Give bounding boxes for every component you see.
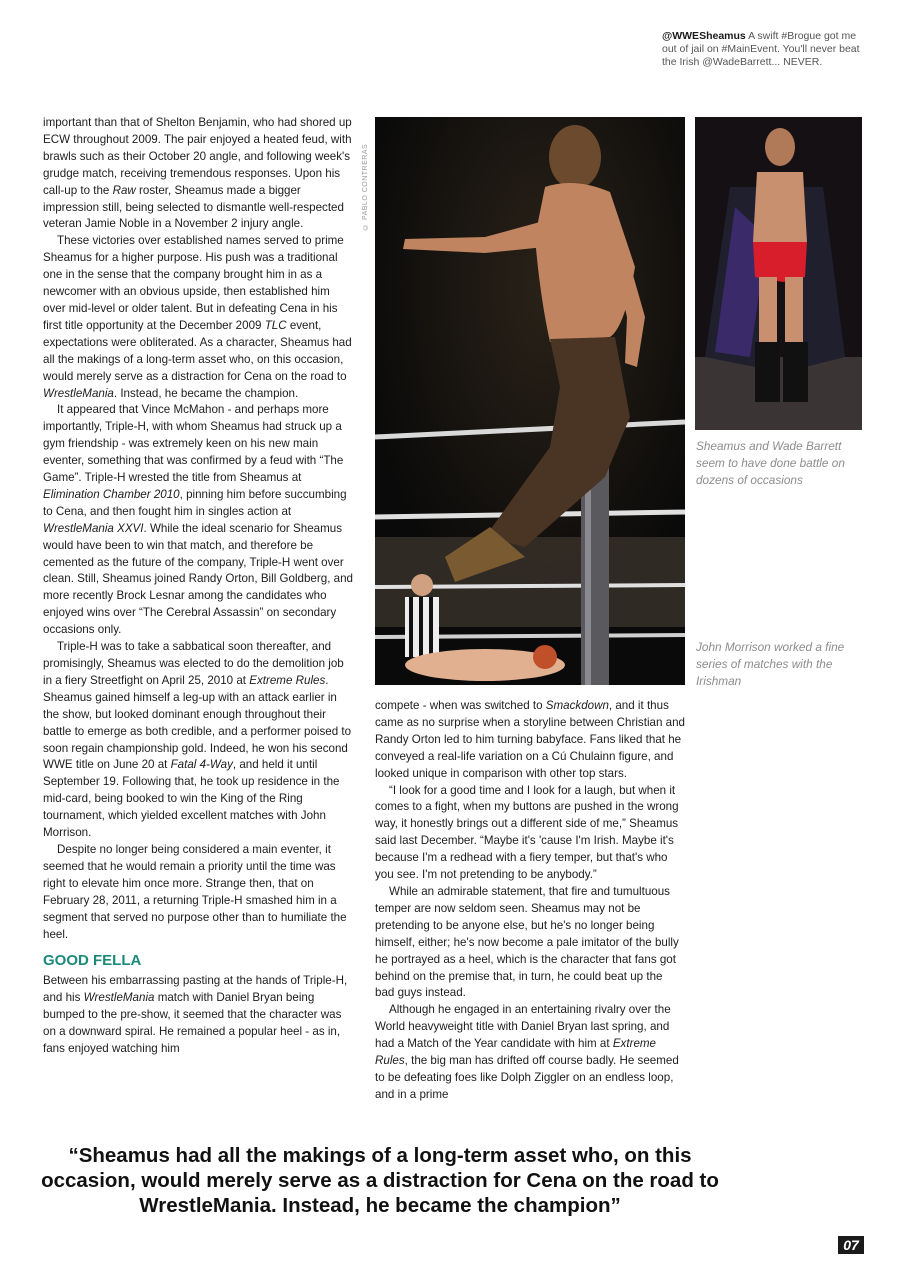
left-paragraph-1: important than that of Shelton Benjamin, who had shored up ECW throughout 2009. The pair enjoyed a heated feud, with brawls such as their October 20 angle, and following week's grudge match, receiving tremendous responses. Upon his call-up to the Raw roster, Sheamus made a bigger impression still, being selected to dismantle well-respected veteran Jamie Noble in a November 2 injury angle. xyxy=(43,116,352,231)
section-heading: GOOD FELLA xyxy=(43,952,142,970)
pull-quote: “Sheamus had all the makings of a long-term asset who, on this occasion, would merely serve as a distraction for Cena on the road to WrestleMania. Instead, he became the champion” xyxy=(41,1144,719,1217)
middle-paragraph-1: compete - when was switched to Smackdown, and it thus came as no surprise when a storyline between Christian and Randy Orton led to him turning babyface. Fans liked that he conveyed a real-life variation on a Cú Chulainn figure, and looked unique in comparison with other top stars. xyxy=(375,699,685,780)
left-paragraph-4: Triple-H was to take a sabbatical soon thereafter, and promisingly, Sheamus was elected to do the demolition job in a fiery Streetfight on April 25, 2010 at Extreme Rules. Sheamus gained himself a leg-up with an attack earlier in the show, but looked dominant enough throughout their battle to emerge as both credible, and a performer poised to soon regain championship gold. Indeed, he won his second WWE title on June 20 at Fatal 4-Way, and held it until September 19. Following that, he took up residence in the mid-card, being booked to win the King of the Ring tournament, which yielded excellent matches with John Morrison. xyxy=(43,640,352,840)
tweet-handle: @WWESheamus xyxy=(662,30,746,42)
left-paragraph-6: Between his embarrassing pasting at the hands of Triple-H, and his WrestleMania match with Daniel Bryan being bumped to the pre-show, it seemed that the character was on a downward spiral. He remained a popular heel - as in, fans enjoyed watching him xyxy=(43,974,348,1056)
middle-paragraph-4: Although he engaged in an entertaining rivalry over the World heavyweight title with Daniel Bryan last spring, and had a Match of the Year candidate with him at Extreme Rules, the big man has drifted off course badly. He seemed to be defeating foes like Dolph Ziggler on an endless loop, and in a prime xyxy=(375,1003,679,1101)
left-paragraph-3: It appeared that Vince McMahon - and perhaps more importantly, Triple-H, with whom Sheamus had struck up a gym friendship - was extremely keen on his new main eventer, something that was confirmed by a feud with “The Game”. Triple-H wrested the title from Sheamus at Elimination Chamber 2010, pinning him before succumbing to Cena, and then fought him in singles action at WrestleMania XXVI. While the ideal scenario for Sheamus would have been to win that match, and therefore be cemented as the future of the company, Triple-H went over clean. Still, Sheamus joined Randy Orton, Bill Goldberg, and more recently Brock Lesnar among the candidates who enjoyed wins over “The Cerebral Assassin” on secondary occasions only. xyxy=(43,403,353,637)
caption-morrison: John Morrison worked a fine series of matches with the Irishman xyxy=(696,640,845,688)
photo-barrett-illustration xyxy=(695,117,862,430)
caption-barrett: Sheamus and Wade Barrett seem to have done battle on dozens of occasions xyxy=(696,439,845,487)
middle-column xyxy=(375,698,685,1104)
middle-paragraph-3: While an admirable statement, that fire and tumultuous temper are now seldom seen. Sheamus may not be pretending to be anyone else, but he's no longer being himself, either; he's now become a pale imitator of the bully he portrayed as a heel, which is the character that fans got behind on the premise that, in turn, he could beat up the bad guys instead. xyxy=(375,884,679,1000)
tweet-text: A swift #Brogue got me out of jail on #MainEvent. You'll never beat the Irish @WadeBarrett... NEVER. xyxy=(662,30,860,68)
left-paragraph-5: Despite no longer being considered a main eventer, it seemed that he would remain a priority until the time was right to elevate him once more. Strange then, that on February 28, 2011, a returning Triple-H smashed him in a segment that served no purpose other than to humiliate the heel. xyxy=(43,842,347,941)
middle-paragraph-2: “I look for a good time and I look for a laugh, but when it comes to a fight, when my buttons are pushed in the wrong way, it honestly brings out a different side of me,” Sheamus said last December. “Maybe it's 'cause I'm Irish. Maybe it's because I'm a redhead with a fiery temper, but that's who you see. I'm not pretending to be anybody.” xyxy=(375,783,679,882)
photo-credit: © PABLO CONTRERAS xyxy=(362,143,369,230)
page-number: 07 xyxy=(838,1236,864,1254)
photo-morrison-in-ring xyxy=(375,117,685,685)
left-paragraph-2: These victories over established names served to prime Sheamus for a higher purpose. His push was a traditional one in the sense that the company brought him in as a newcomer with an obvious upside, then established him over mid-level or older talent. But in defeating Cena in his first title opportunity at the December 2009 TLC event, expectations were obliterated. As a character, Sheamus had all the makings of a long-term asset who, on this occasion, would merely serve as a distraction for Cena on the road to WrestleMania. Instead, he became the champion. xyxy=(43,234,352,400)
photo-barrett-entrance xyxy=(695,117,862,430)
photo-morrison-illustration xyxy=(375,117,685,685)
tweet xyxy=(662,30,872,69)
left-column xyxy=(43,115,355,1058)
